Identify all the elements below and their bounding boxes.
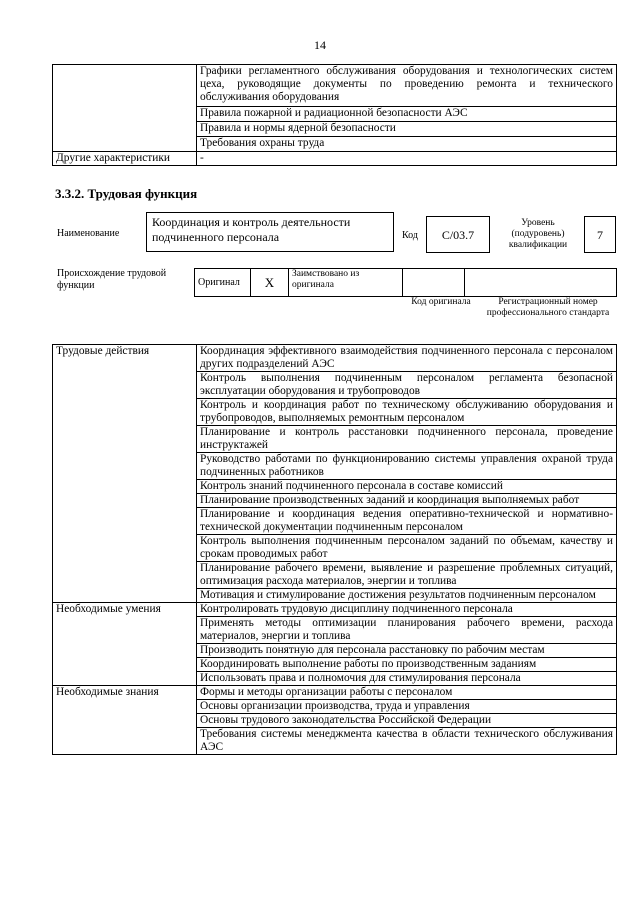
group-item: Планирование производственных заданий и координация выполняемых работ — [197, 494, 617, 508]
origin-table — [194, 268, 617, 297]
group-item: Контроль выполнения подчиненным персоналом заданий по объемам, качеству и срокам проводимых работ — [197, 535, 617, 562]
code-original-caption: Код оригинала — [411, 297, 471, 307]
group-item: Основы трудового законодательства Российской Федерации — [197, 714, 617, 728]
code-original-cell — [403, 269, 465, 297]
level-value: 7 — [597, 228, 603, 242]
level-box — [584, 216, 616, 253]
group-item: Планирование и контроль расстановки подчиненного персонала, проведение инструктажей — [197, 426, 617, 453]
group-item: Применять методы оптимизации планирования рабочего времени, расхода материалов, энергии и топлива — [197, 617, 617, 644]
group-label: Необходимые умения — [53, 603, 197, 686]
group-item: Контролировать трудовую дисциплину подчиненного персонала — [197, 603, 617, 617]
group-item: Контроль выполнения подчиненным персоналом регламента безопасной эксплуатации оборудования и трубопроводов — [197, 372, 617, 399]
original-label: Оригинал — [195, 269, 251, 297]
other-characteristics-label: Другие характеристики — [53, 152, 197, 166]
group-item: Контроль и координация работ по техническому обслуживанию оборудования и трубопроводов, выполняемых ремонтным персоналом — [197, 399, 617, 426]
table-row — [53, 603, 617, 617]
group-item: Координация эффективного взаимодействия подчиненного персонала с персоналом других подразделений АЭС — [197, 345, 617, 372]
top-table-row: Правила пожарной и радиационной безопасности АЭС — [197, 107, 617, 122]
top-table-row: Графики регламентного обслуживания оборудования и технологических систем цеха, руководящие документы по проведению ремонта и технического обслуживания оборудования — [197, 65, 617, 107]
group-item: Планирование рабочего времени, выявление и разрешение проблемных ситуаций, оптимизация расхода материалов, энергии и топлива — [197, 562, 617, 589]
group-item: Использовать права и полномочия для стимулирования персонала — [197, 672, 617, 686]
code-box — [426, 216, 490, 253]
group-item: Мотивация и стимулирование достижения результатов подчиненным персоналом — [197, 589, 617, 603]
top-table-row: Требования охраны труда — [197, 137, 617, 152]
group-item: Формы и методы организации работы с персоналом — [197, 686, 617, 700]
group-label: Трудовые действия — [53, 345, 197, 603]
group-label: Необходимые знания — [53, 686, 197, 755]
function-name: Координация и контроль деятельности подчиненного персонала — [152, 215, 351, 244]
group-item: Требования системы менеджмента качества в области технического обслуживания АЭС — [197, 728, 617, 755]
function-name-box — [146, 212, 394, 252]
origin-label: Происхождение трудовой функции — [57, 268, 167, 291]
table-row — [53, 345, 617, 372]
reg-number-caption: Регистрационный номер профессионального стандарта — [486, 297, 610, 318]
group-item: Основы организации производства, труда и управления — [197, 700, 617, 714]
group-item: Производить понятную для персонала расстановку по рабочим местам — [197, 644, 617, 658]
page-number: 14 — [314, 38, 326, 52]
table-row — [53, 686, 617, 700]
code-label: Код — [402, 230, 418, 241]
borrowed-label: Заимствовано из оригинала — [289, 269, 403, 297]
original-mark: X — [251, 269, 289, 297]
top-table-empty-cell — [53, 65, 197, 152]
group-item: Координировать выполнение работы по производственным заданиям — [197, 658, 617, 672]
other-characteristics-value: - — [197, 152, 617, 166]
code-value: C/03.7 — [441, 228, 475, 242]
section-heading: 3.3.2. Трудовая функция — [55, 186, 198, 201]
top-table — [52, 64, 617, 166]
group-item: Контроль знаний подчиненного персонала в составе комиссий — [197, 480, 617, 494]
top-table-row: Правила и нормы ядерной безопасности — [197, 122, 617, 137]
group-item: Планирование и координация ведения оперативно-технической и нормативно-технической документации подчиненным персоналом — [197, 508, 617, 535]
name-label: Наименование — [57, 228, 120, 239]
group-item: Руководство работами по функционированию системы управления охраной труда подчиненных работников — [197, 453, 617, 480]
labor-function-table — [52, 344, 617, 755]
reg-number-cell — [465, 269, 617, 297]
qualification-level-label: Уровень (подуровень) квалификации — [508, 218, 568, 250]
